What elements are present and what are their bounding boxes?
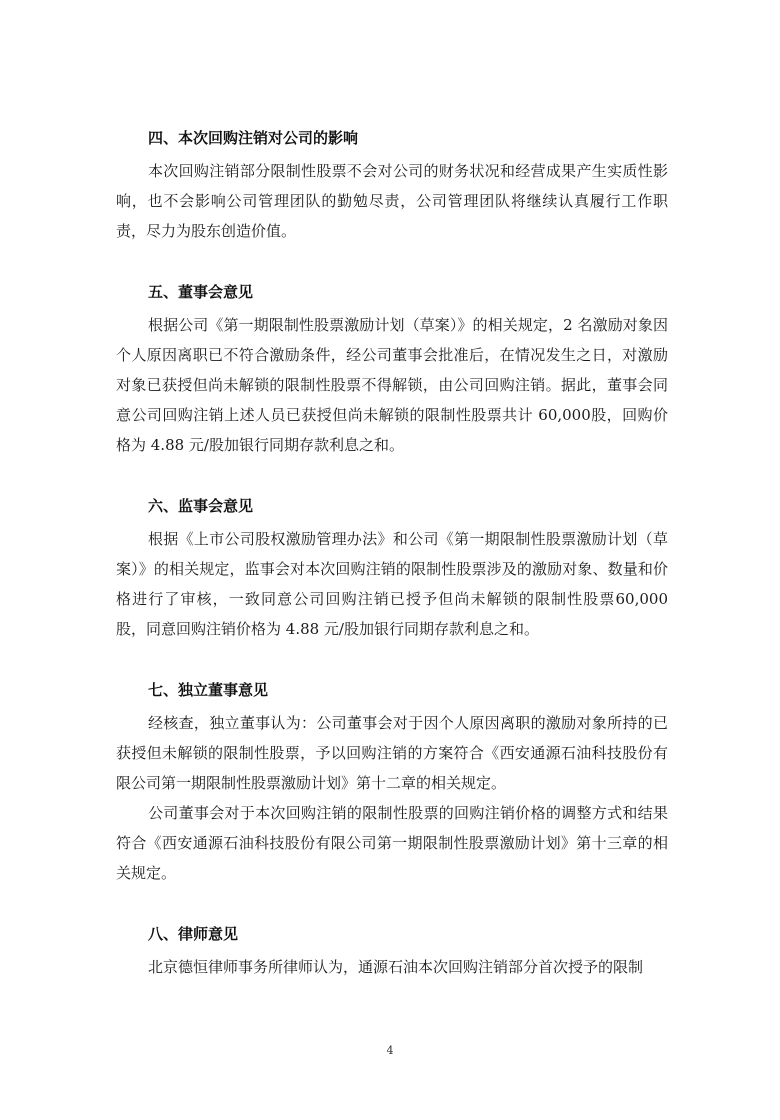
section-paragraph: 根据《上市公司股权激励管理办法》和公司《第一期限制性股票激励计划（草案）》的相关规定，监事会对本次回购注销的限制性股票涉及的激励对象、数量和价格进行了审核，一致同意公司回购注销已授予但尚未解锁的限制性股票60,000 股，同意回购注销价格为 4.88 元/股加银行同期存款利息之和。 [116,530,668,638]
section-paragraph: 经核查，独立董事认为：公司董事会对于因个人原因离职的激励对象所持的已获授但未解锁的限制性股票，予以回购注销的方案符合《西安通源石油科技股份有限公司第一期限制性股票激励计划》第十二章的相关规定。 [116,714,668,792]
section-heading: 五、董事会意见 [148,283,254,301]
section-heading: 八、律师意见 [148,925,239,943]
document-body [116,128,668,1018]
section-board-opinion [116,282,668,460]
section-heading: 六、监事会意见 [148,497,254,515]
section-heading: 七、独立董事意见 [148,681,269,699]
section-lawyer-opinion [116,924,668,982]
page-number: 4 [386,1044,394,1057]
section-heading: 四、本次回购注销对公司的影响 [148,129,359,147]
section-independent-director-opinion [116,680,668,888]
section-paragraph: 北京德恒律师事务所律师认为，通源石油本次回购注销部分首次授予的限制 [148,958,644,976]
section-supervisory-opinion [116,496,668,644]
section-impact [116,128,668,246]
section-paragraph: 本次回购注销部分限制性股票不会对公司的财务状况和经营成果产生实质性影响，也不会影响公司管理团队的勤勉尽责，公司管理团队将继续认真履行工作职责，尽力为股东创造价值。 [116,162,668,240]
section-paragraph: 公司董事会对于本次回购注销的限制性股票的回购注销价格的调整方式和结果符合《西安通源石油科技股份有限公司第一期限制性股票激励计划》第十三章的相关规定。 [116,804,668,882]
section-paragraph: 根据公司《第一期限制性股票激励计划（草案）》的相关规定，2 名激励对象因个人原因离职已不符合激励条件，经公司董事会批准后，在情况发生之日，对激励对象已获授但尚未解锁的限制性股票不得解锁，由公司回购注销。据此，董事会同意公司回购注销上述人员已获授但尚未解锁的限制性股票共计 60,000股，回购价格为 4.88 元/股加银行同期存款利息之和。 [116,316,668,454]
